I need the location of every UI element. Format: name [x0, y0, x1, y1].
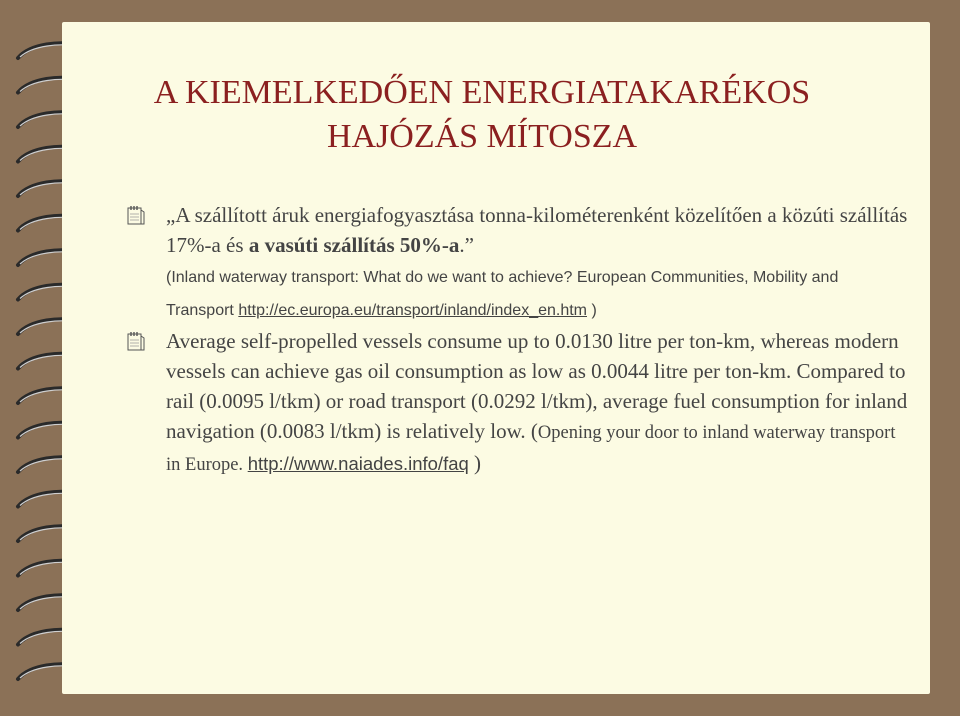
- quote-bold-text: a vasúti szállítás 50%-a: [248, 233, 460, 257]
- quote-text: „A szállított áruk energiafogyasztása tonna-kilométerenként közelítően a közúti szállítás 17%-a és: [166, 203, 908, 257]
- source-link-2[interactable]: http://www.naiades.info/faq: [247, 453, 469, 474]
- notepad-icon: [126, 330, 146, 352]
- fuel-consumption-text: Average self-propelled vessels consume up to 0.0130 litre per ton-km, whereas modern vessels can achieve gas oil consumption as low as 0.0044 litre per ton-km. Compared to rail (0.0095 l/tkm) or road transport (0.0292 l/tkm), average fuel consumption for inland navigation (0.0083 l/tkm) is relatively low. (: [166, 329, 908, 443]
- source-link-1[interactable]: http://ec.europa.eu/transport/inland/index_en.htm: [238, 302, 587, 319]
- notepad-icon: [126, 204, 146, 226]
- title-line-2: HAJÓZÁS MÍTOSZA: [326, 117, 638, 155]
- title-line-1: A KIEMELKEDŐEN ENERGIATAKARÉKOS: [153, 73, 811, 111]
- slide-title: [122, 71, 842, 159]
- source-end-2: ): [468, 451, 482, 475]
- quote-end: .”: [459, 233, 474, 257]
- bullet-item-1: [166, 200, 908, 326]
- bullet-item-2: [166, 326, 908, 480]
- source-text-2: Opening your door to inland waterway transport in Europe.: [166, 423, 896, 475]
- source-end: ): [587, 302, 597, 319]
- source-text: (Inland waterway transport: What do we want to achieve? European Communities, Mobility and Transport: [166, 269, 839, 319]
